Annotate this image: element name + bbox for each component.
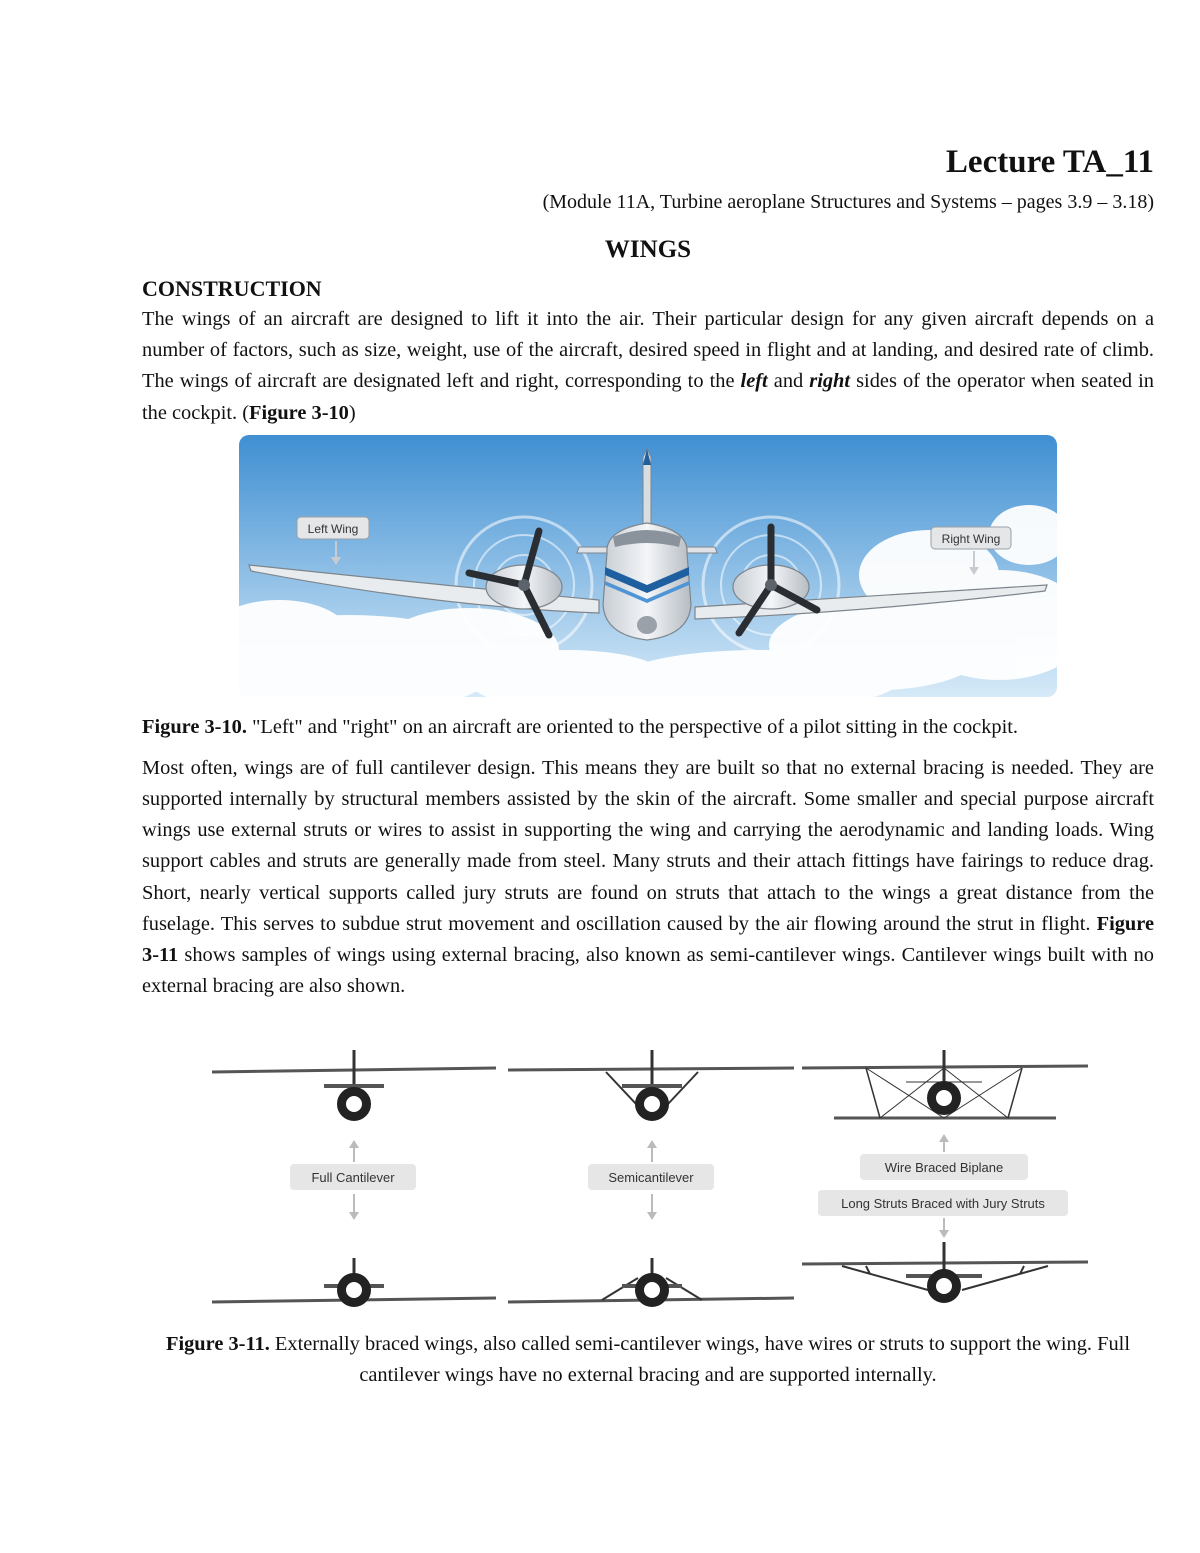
left-wing-label: Left Wing [307,521,359,536]
full-cantilever-callout [290,1140,416,1220]
column-3-callouts [818,1134,1068,1238]
section-heading: CONSTRUCTION [142,276,322,301]
intro-paragraph [142,304,1154,429]
para2-text: Most often, wings are of full cantilever design. This means they are built so that no external bracing is needed. They are supported internally by structural members assisted by the skin of the aircraft. Some smaller and special purpose aircraft wings use external struts or wires to assist in supporting the wing and carrying the aerodynamic and landing loads. Wing support cables and struts are generally made from steel. Many struts and their attach fittings have fairings to reduce drag. Short, nearly vertical supports called jury struts are found on struts that attach to the wings a great distance from the fuselage. This serves to subdue strut movement and oscillation caused by the air flowing around the strut in flight. [142,756,1154,935]
figure-3-10-caption-text: "Left" and "right" on an aircraft are oriented to the perspective of a pilot sitting in the cockpit. [246,715,1019,738]
jury-strut-aircraft [802,1242,1088,1302]
left-emphasis: left [740,370,768,393]
bracing-paragraph [142,753,1154,1003]
para1-close: ) [348,401,356,424]
figure-3-11-caption-text: Externally braced wings, also called semi-cantilever wings, have wires or struts to support the wing. Full cantilever wings have no external bracing and are supported internally. [269,1333,1130,1387]
module-subtitle: (Module 11A, Turbine aeroplane Structures and Systems – pages 3.9 – 3.18) [542,191,1154,213]
figure-3-10-ref: Figure 3-10 [249,401,349,424]
para1-text-after: sides of the operator when seated in the cockpit. ( [142,370,1154,424]
right-emphasis: right [809,370,851,393]
figure-3-10-illustration [239,435,1057,697]
full-cantilever-bottom [212,1258,496,1306]
full-cantilever-label: Full Cantilever [311,1170,395,1186]
para2-text-after: shows samples of wings using external bracing, also known as semi-cantilever wings. Cantilever wings built with no external bracing are also shown. [142,944,1154,998]
para1-and: and [767,370,810,393]
figure-3-11-caption [142,1329,1154,1391]
semicantilever-top [508,1050,794,1120]
semicantilever-label: Semicantilever [608,1170,694,1186]
wire-braced-biplane [802,1050,1088,1118]
figure-3-11-illustration [206,1046,1096,1316]
figure-3-10-caption [142,712,1154,743]
figure-3-10-caption-label: Figure 3-10. [142,715,247,738]
semicantilever-callout [588,1140,714,1220]
figure-3-11-caption-label: Figure 3-11. [165,1333,270,1356]
main-heading: WINGS [604,236,692,263]
figure-3-11-ref: Figure 3-11 [142,912,1154,967]
document-page [142,140,1154,1391]
right-wing-label: Right Wing [941,531,1001,546]
wire-braced-biplane-label: Wire Braced Biplane [884,1160,1004,1176]
semicantilever-bottom [508,1258,794,1306]
para1-text: The wings of an aircraft are designed to lift it into the air. Their particular design for any given aircraft depends on a number of factors, such as size, weight, use of the aircraft, desired speed in flight and at landing, and desired rate of climb. The wings of aircraft are designated left and right, corresponding to the [142,308,1154,393]
full-cantilever-top [212,1050,496,1120]
long-struts-label: Long Struts Braced with Jury Struts [841,1196,1045,1212]
lecture-title: Lecture TA_11 [945,144,1154,180]
